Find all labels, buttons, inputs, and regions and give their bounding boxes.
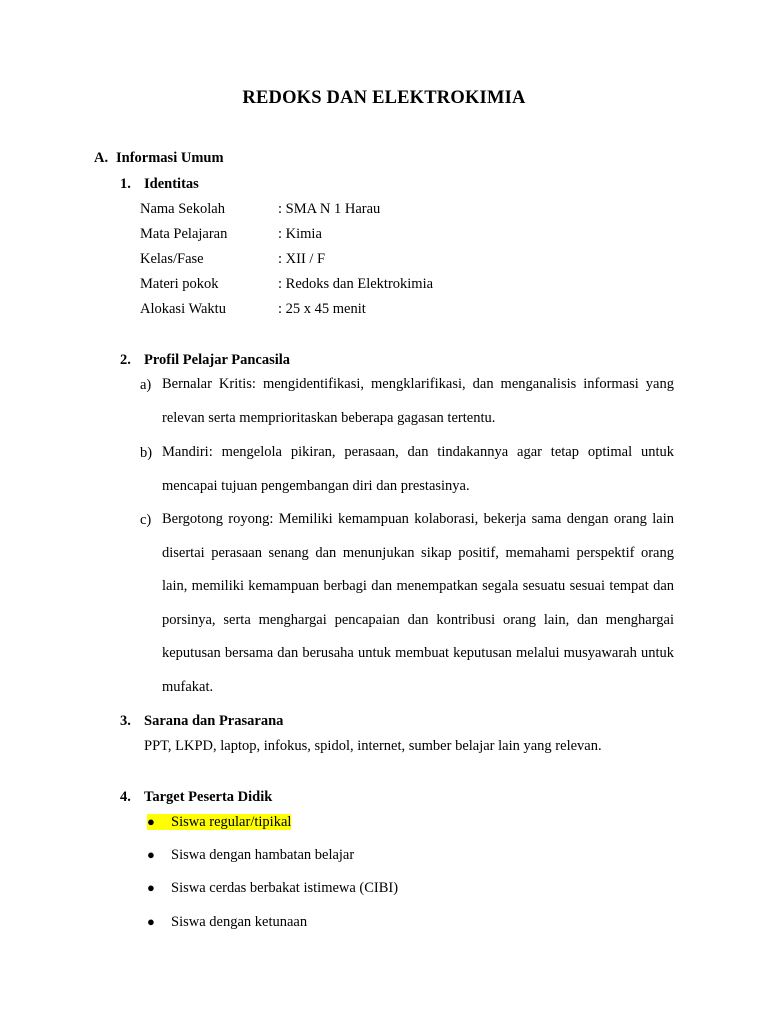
target-item-text: Siswa dengan hambatan belajar <box>171 847 355 863</box>
identitas-key: Kelas/Fase <box>140 251 204 267</box>
target-item-text: Siswa dengan ketunaan <box>171 914 308 930</box>
identitas-row <box>140 301 366 318</box>
bullet-dot-icon: ● <box>147 814 155 829</box>
identitas-row <box>140 276 433 293</box>
profil-item <box>140 445 674 503</box>
sarana-body: PPT, LKPD, laptop, infokus, spidol, internet, sumber belajar lain yang relevan. <box>144 738 602 754</box>
target-item-text: Siswa cerdas berbakat istimewa (CIBI) <box>171 880 399 896</box>
identitas-key: Materi pokok <box>140 276 219 292</box>
profil-item-text: Bergotong royong: Memiliki kemampuan kolaborasi, bekerja sama dengan orang lain disertai perasaan senang dan menunjukan sikap positif, memahami perspektif orang lain, memiliki kemampuan berbagi dan menempatkan segala sesuatu sesuai tempat dan porsinya, serta menghargai pencapaian dan kontribusi orang lain, dan menghargai keputusan bersama dan berusaha untuk membuat keputusan melalui musyawarah untuk mufakat. <box>162 511 674 695</box>
bullet-dot-icon: ● <box>147 914 155 929</box>
target-heading <box>120 789 272 806</box>
target-list-item <box>147 847 354 864</box>
sarana-text: Sarana dan Prasarana <box>144 713 284 729</box>
identitas-value: : SMA N 1 Harau <box>278 201 381 217</box>
profil-item-marker: a) <box>140 377 152 393</box>
target-text: Target Peserta Didik <box>144 789 273 805</box>
identitas-value: : Kimia <box>278 226 322 242</box>
document-title: REDOKS DAN ELEKTROKIMIA <box>242 88 526 108</box>
identitas-value: : 25 x 45 menit <box>278 301 366 317</box>
target-number: 4. <box>120 789 131 805</box>
target-list-item <box>147 814 291 831</box>
sarana-number: 3. <box>120 713 131 729</box>
identitas-row <box>140 251 325 268</box>
identitas-value: : XII / F <box>278 251 326 267</box>
identitas-text: Identitas <box>144 176 199 192</box>
identitas-key: Mata Pelajaran <box>140 226 228 242</box>
section-a-text: Informasi Umum <box>116 150 224 166</box>
bullet-dot-icon: ● <box>147 880 155 895</box>
identitas-row <box>140 226 322 243</box>
target-list-item <box>147 880 398 897</box>
section-a-heading <box>94 150 224 167</box>
target-item-text: Siswa regular/tipikal <box>171 814 292 830</box>
identitas-heading <box>120 176 199 193</box>
identitas-key: Alokasi Waktu <box>140 301 226 317</box>
profil-item-marker: c) <box>140 512 152 528</box>
profil-text: Profil Pelajar Pancasila <box>144 352 291 368</box>
target-list-item <box>147 914 307 931</box>
profil-item <box>140 512 674 704</box>
identitas-row <box>140 201 380 218</box>
profil-heading <box>120 352 290 369</box>
identitas-value: : Redoks dan Elektrokimia <box>278 276 434 292</box>
profil-item-marker: b) <box>140 445 153 461</box>
identitas-key: Nama Sekolah <box>140 201 225 217</box>
section-a-label: A. <box>94 150 109 166</box>
profil-item-text: Bernalar Kritis: mengidentifikasi, mengklarifikasi, dan menganalisis informasi yang relevan serta memprioritaskan beberapa gagasan tertentu. <box>162 376 674 426</box>
profil-item-text: Mandiri: mengelola pikiran, perasaan, dan tindakannya agar tetap optimal untuk mencapai tujuan pengembangan diri dan prestasinya. <box>162 444 674 494</box>
profil-number: 2. <box>120 352 131 368</box>
sarana-heading <box>120 713 283 730</box>
identitas-number: 1. <box>120 176 131 192</box>
profil-item <box>140 377 674 435</box>
bullet-dot-icon: ● <box>147 847 155 862</box>
